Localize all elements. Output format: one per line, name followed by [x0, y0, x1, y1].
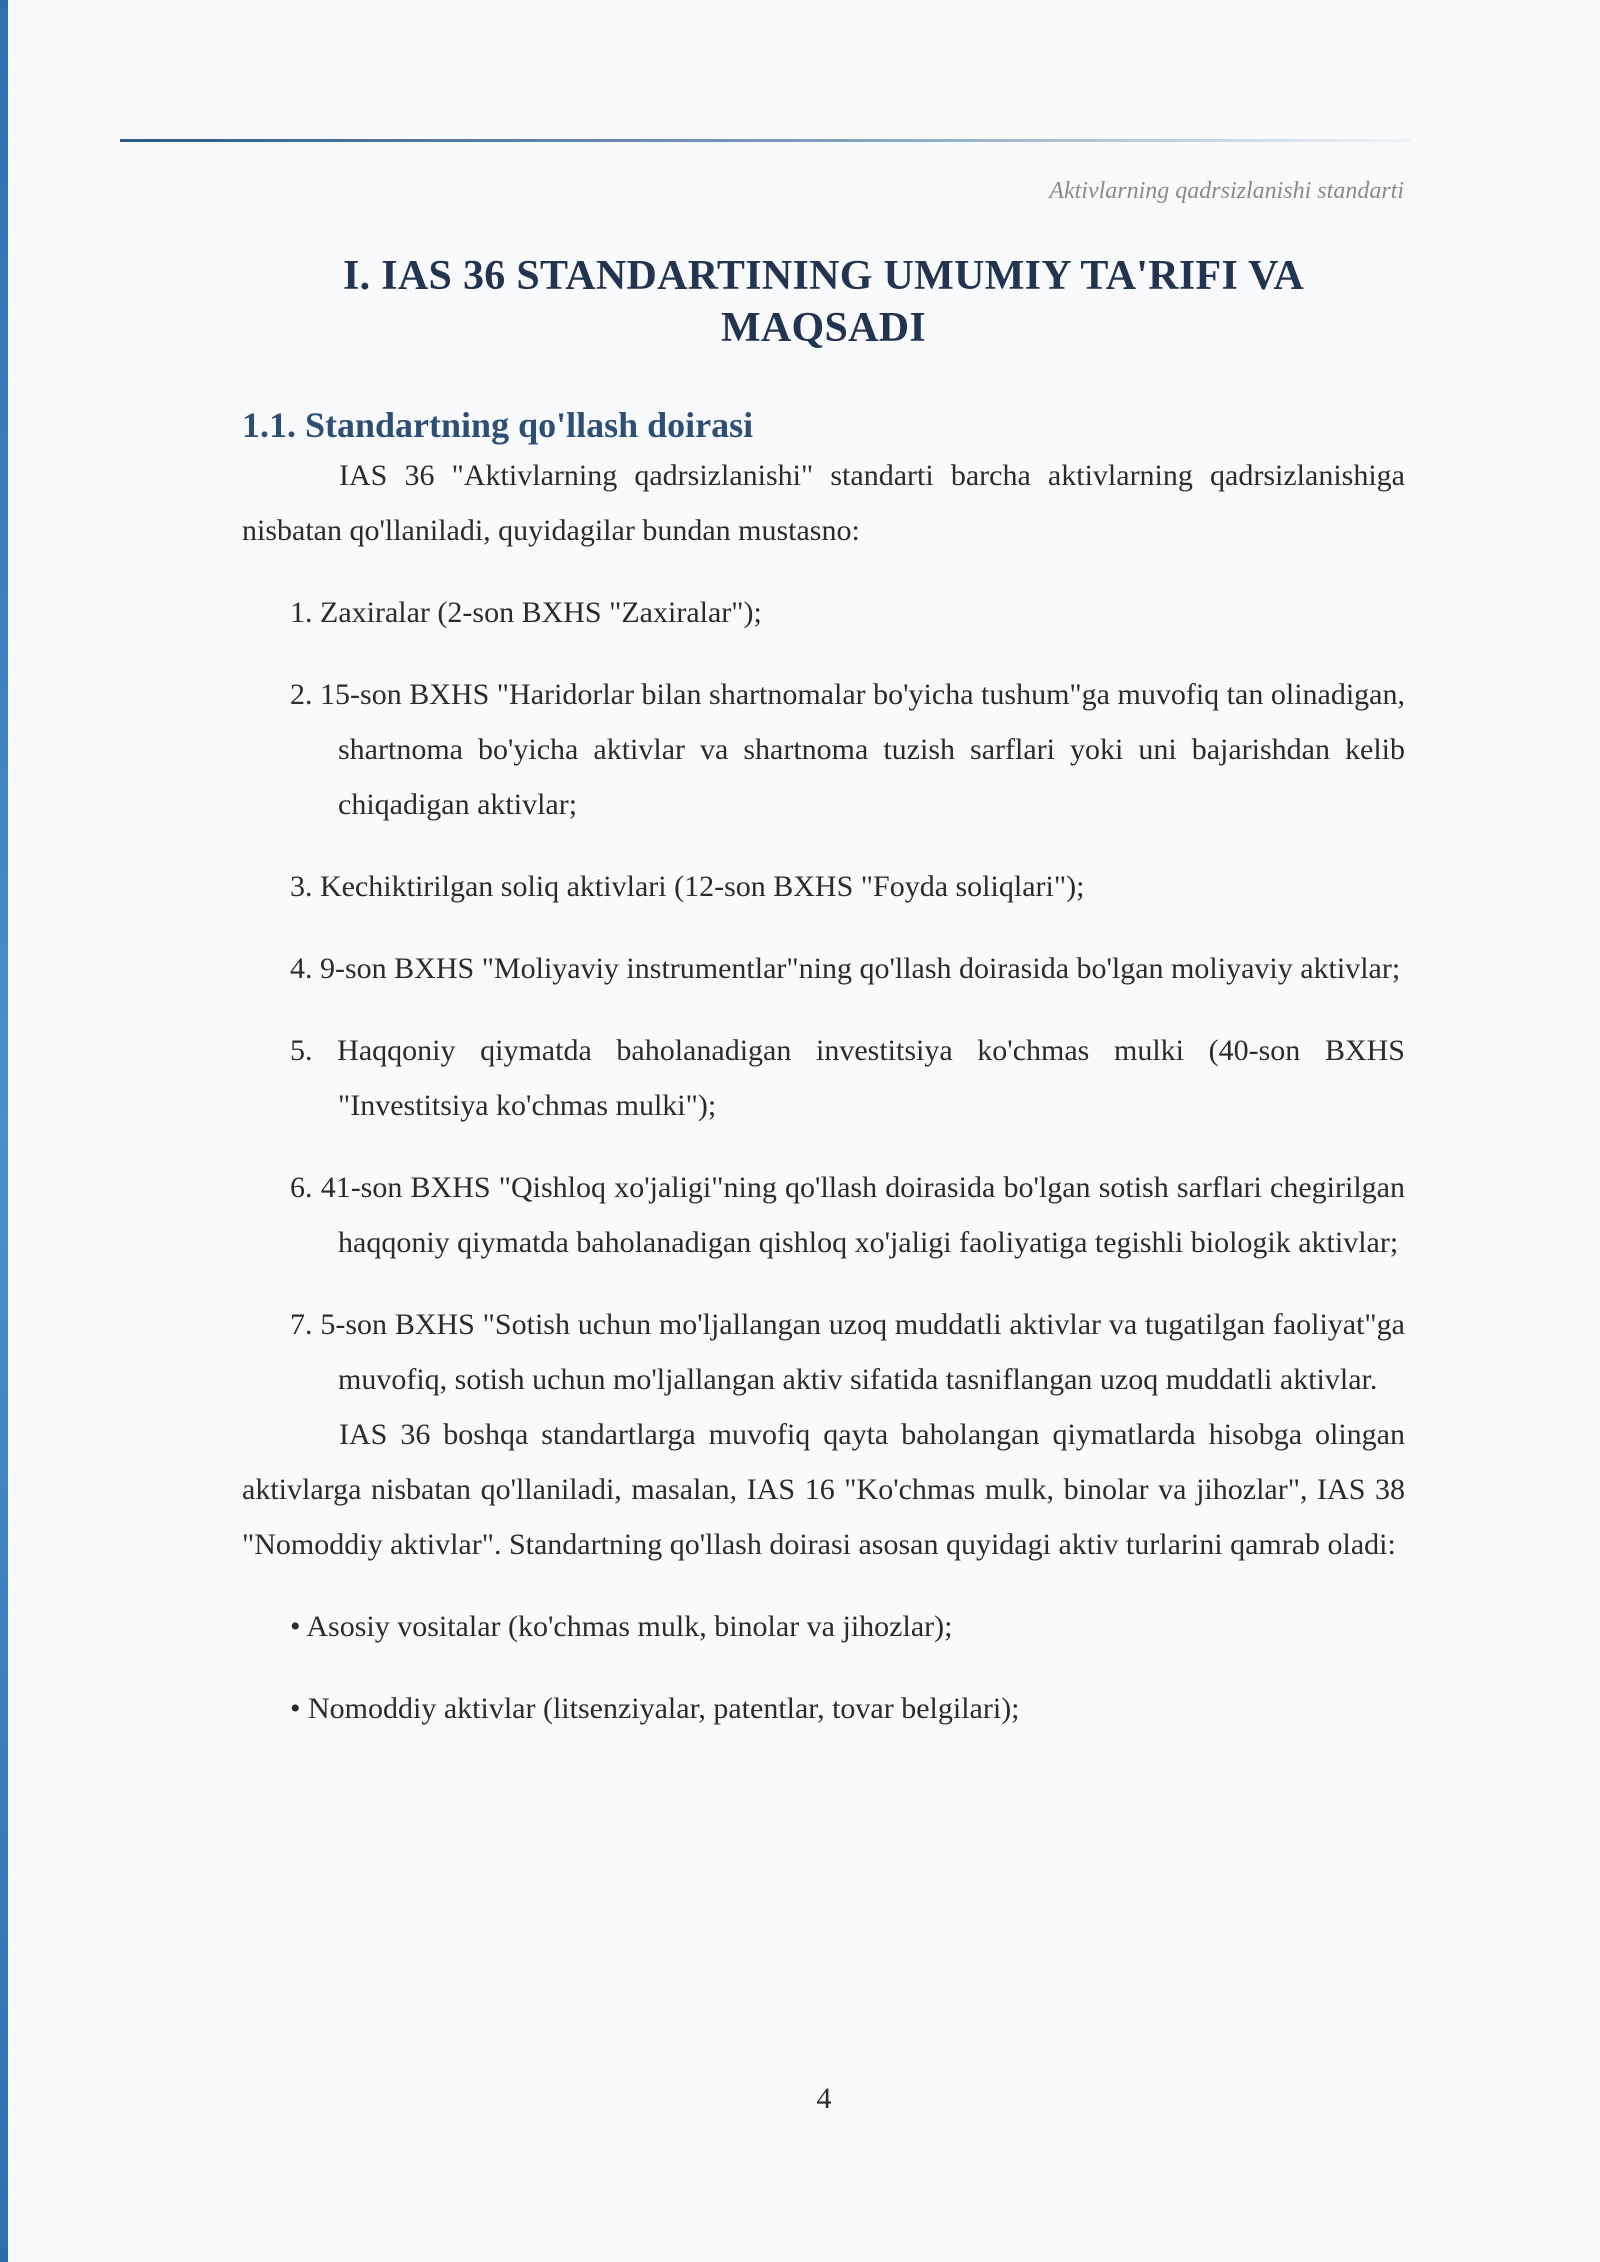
exclusion-item: 1. Zaxiralar (2-son BXHS "Zaxiralar");	[290, 596, 762, 629]
exclusion-item: 3. Kechiktirilgan soliq aktivlari (12-son BXHS "Foyda soliqlari");	[290, 870, 1085, 903]
asset-type-item: • Asosiy vositalar (ko'chmas mulk, binolar va jihozlar);	[290, 1610, 953, 1643]
header-rule	[120, 139, 1410, 142]
left-accent-bar	[0, 0, 8, 2262]
exclusion-item: 5. Haqqoniy qiymatda baholanadigan investitsiya ko'chmas mulki (40-son BXHS "Investitsiya ko'chmas mulki");	[290, 1034, 1405, 1122]
asset-types-list	[242, 1599, 1405, 1736]
exclusion-item: 4. 9-son BXHS "Moliyaviy instrumentlar"ning qo'llash doirasida bo'lgan moliyaviy aktivlar;	[290, 952, 1401, 985]
asset-type-item: • Nomoddiy aktivlar (litsenziyalar, patentlar, tovar belgilari);	[290, 1692, 1020, 1725]
exclusion-item: 7. 5-son BXHS "Sotish uchun mo'ljallangan uzoq muddatli aktivlar va tugatilgan faoliyat"ga muvofiq, sotish uchun mo'ljallangan aktiv sifatida tasniflangan uzoq muddatli aktivlar.	[290, 1308, 1405, 1396]
scope-paragraph: IAS 36 boshqa standartlarga muvofiq qayta baholangan qiymatlarda hisobga olingan aktivlarga nisbatan qo'llaniladi, masalan, IAS 16 "Ko'chmas mulk, binolar va jihozlar", IAS 38 "Nomoddiy aktivlar". Standartning qo'llash doirasi asosan quyidagi aktiv turlarini qamrab oladi:	[242, 1418, 1405, 1561]
exclusion-item: 6. 41-son BXHS "Qishloq xo'jaligi"ning qo'llash doirasida bo'lgan sotish sarflari chegirilgan haqqoniy qiymatda baholanadigan qishloq xo'jaligi faoliyatiga tegishli biologik aktivlar;	[290, 1171, 1405, 1259]
exclusions-list	[242, 585, 1405, 1407]
running-head: Aktivlarning qadrsizlanishi standarti	[1049, 178, 1404, 204]
page-content	[242, 250, 1405, 1736]
intro-paragraph: IAS 36 "Aktivlarning qadrsizlanishi" standarti barcha aktivlarning qadrsizlanishiga nisbatan qo'llaniladi, quyidagilar bundan mustasno:	[242, 459, 1405, 547]
chapter-title: I. IAS 36 STANDARTINING UMUMIY TA'RIFI VA MAQSADI	[342, 253, 1304, 351]
page-number: 4	[816, 2082, 832, 2115]
exclusion-item: 2. 15-son BXHS "Haridorlar bilan shartnomalar bo'yicha tushum"ga muvofiq tan olinadigan, shartnoma bo'yicha aktivlar va shartnoma tuzish sarflari yoki uni bajarishdan kelib chiqadigan aktivlar;	[290, 678, 1405, 821]
section-title: 1.1. Standartning qo'llash doirasi	[242, 405, 754, 445]
